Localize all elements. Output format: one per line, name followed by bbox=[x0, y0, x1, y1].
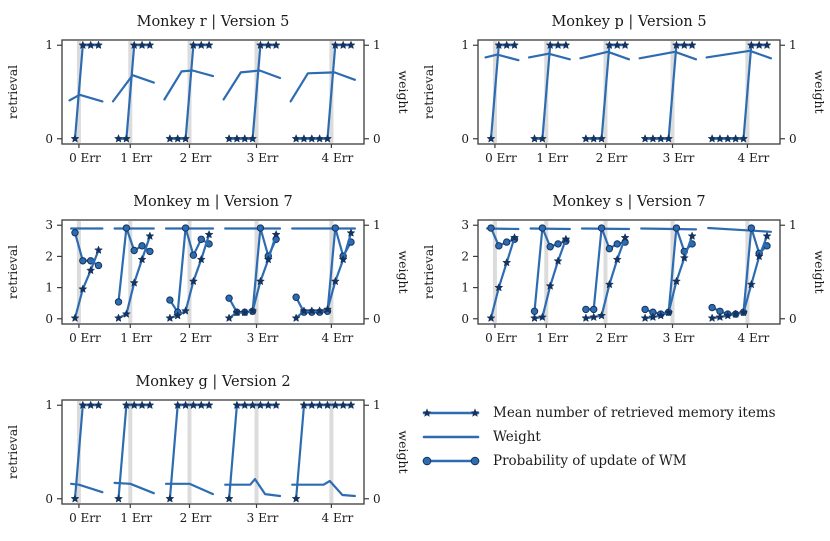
star-marker bbox=[641, 135, 649, 142]
y-tick-label-left: 1 bbox=[45, 38, 53, 53]
star-marker bbox=[339, 41, 347, 48]
star-marker bbox=[511, 41, 519, 48]
star-marker bbox=[554, 41, 562, 48]
star-marker bbox=[641, 314, 649, 321]
x-tick-label: 0 Err bbox=[69, 151, 101, 165]
circle-marker bbox=[709, 304, 715, 310]
x-tick-label: 4 Err bbox=[737, 151, 770, 165]
legend-item-weight bbox=[420, 428, 822, 446]
star-marker bbox=[115, 135, 123, 142]
star-marker bbox=[292, 135, 300, 142]
weight-line bbox=[486, 55, 519, 61]
star-marker bbox=[272, 401, 280, 408]
y-tick-label-right: 0 bbox=[373, 131, 381, 146]
y-tick-label-left: 1 bbox=[45, 398, 53, 413]
circle-marker bbox=[598, 225, 604, 231]
star-marker bbox=[166, 314, 174, 321]
plot-frame bbox=[62, 40, 364, 144]
update-probability-line bbox=[229, 228, 276, 312]
star-marker bbox=[621, 41, 629, 48]
star-marker bbox=[241, 135, 249, 142]
x-tick-label: 0 Err bbox=[69, 511, 101, 525]
star-marker bbox=[205, 41, 213, 48]
retrieval-line bbox=[296, 45, 351, 139]
circle-marker bbox=[182, 225, 188, 231]
x-tick-label: 1 Err bbox=[120, 331, 153, 345]
x-tick-label: 0 Err bbox=[485, 151, 517, 165]
circle-marker bbox=[123, 225, 129, 231]
retrieval-line bbox=[535, 45, 566, 139]
circle-marker bbox=[167, 297, 173, 303]
y-tick-label-left: 3 bbox=[45, 218, 53, 233]
star-marker bbox=[316, 401, 324, 408]
y-tick-label-left: 3 bbox=[461, 218, 469, 233]
star-marker bbox=[166, 135, 174, 142]
ylabel-left: retrieval bbox=[5, 64, 20, 120]
star-marker bbox=[174, 135, 182, 142]
error-position-band bbox=[329, 401, 333, 503]
x-tick-label: 4 Err bbox=[321, 511, 354, 525]
weight-line bbox=[291, 72, 355, 101]
plot-frame bbox=[478, 40, 780, 144]
chart-title: Monkey p | Version 5 bbox=[551, 14, 707, 30]
retrieval-line bbox=[645, 45, 692, 139]
star-marker bbox=[316, 135, 324, 142]
x-tick-label: 4 Err bbox=[737, 331, 770, 345]
star-marker bbox=[308, 135, 316, 142]
star-marker bbox=[308, 401, 316, 408]
y-tick-label-left: 0 bbox=[45, 131, 53, 146]
y-tick-label-right: 0 bbox=[373, 311, 381, 326]
star-marker bbox=[503, 41, 511, 48]
star-marker bbox=[233, 135, 241, 142]
weight-line bbox=[582, 229, 629, 230]
y-tick-label-right: 1 bbox=[373, 398, 381, 413]
star-marker bbox=[138, 41, 146, 48]
circle-marker bbox=[555, 241, 561, 247]
star-marker bbox=[264, 41, 272, 48]
x-tick-label: 0 Err bbox=[485, 331, 517, 345]
error-position-band bbox=[128, 401, 132, 503]
circle-marker bbox=[496, 243, 502, 249]
y-tick-label-right: 0 bbox=[789, 131, 797, 146]
y-tick-label-right: 1 bbox=[373, 218, 381, 233]
star-marker bbox=[531, 314, 539, 321]
chart-title: Monkey m | Version 7 bbox=[133, 194, 293, 210]
circle-marker bbox=[147, 248, 153, 254]
star-marker bbox=[272, 41, 280, 48]
circle-marker bbox=[614, 241, 620, 247]
y-tick-label-left: 2 bbox=[45, 249, 53, 264]
star-marker bbox=[95, 401, 103, 408]
star-marker bbox=[716, 135, 724, 142]
update-probability-line bbox=[535, 228, 566, 311]
star-marker bbox=[582, 314, 590, 321]
plot-frame bbox=[62, 220, 364, 324]
x-tick-label: 4 Err bbox=[321, 151, 354, 165]
y-tick-label-left: 0 bbox=[45, 491, 53, 506]
y-tick-label-left: 2 bbox=[461, 249, 469, 264]
plot-frame bbox=[62, 400, 364, 504]
star-marker bbox=[197, 401, 205, 408]
x-tick-label: 2 Err bbox=[179, 331, 212, 345]
circle-marker bbox=[257, 225, 263, 231]
circle-marker bbox=[198, 236, 204, 242]
ylabel-left: retrieval bbox=[421, 244, 436, 300]
update-probability-line bbox=[712, 228, 767, 314]
circle-marker bbox=[539, 225, 545, 231]
circle-marker bbox=[488, 225, 494, 231]
weight-line bbox=[640, 52, 696, 60]
circle-marker bbox=[115, 299, 121, 305]
star-marker bbox=[225, 135, 233, 142]
star-marker bbox=[590, 135, 598, 142]
ylabel-right: weight bbox=[396, 430, 411, 474]
legend-item-retrieval bbox=[420, 404, 822, 422]
star-marker bbox=[708, 135, 716, 142]
x-tick-label: 3 Err bbox=[246, 331, 279, 345]
circle-marker bbox=[583, 306, 589, 312]
chart-title: Monkey g | Version 2 bbox=[135, 374, 291, 390]
error-position-band bbox=[187, 401, 191, 503]
weight-line bbox=[224, 71, 280, 100]
star-marker bbox=[205, 401, 213, 408]
star-marker bbox=[708, 314, 716, 321]
star-marker bbox=[115, 314, 123, 321]
star-marker bbox=[347, 41, 355, 48]
update-probability-line bbox=[296, 228, 351, 312]
ylabel-right: weight bbox=[812, 250, 827, 294]
subplot-monkey-p bbox=[418, 4, 830, 180]
band-layer bbox=[77, 401, 333, 503]
x-tick-label: 3 Err bbox=[246, 511, 279, 525]
retrieval-line bbox=[296, 233, 351, 318]
star-marker bbox=[339, 401, 347, 408]
x-tick-label: 3 Err bbox=[662, 331, 695, 345]
star-marker bbox=[732, 135, 740, 142]
y-tick-label-left: 0 bbox=[461, 311, 469, 326]
data-layer bbox=[70, 41, 355, 142]
data-layer bbox=[71, 401, 355, 502]
star-marker bbox=[531, 135, 539, 142]
x-tick-label: 1 Err bbox=[120, 511, 153, 525]
y-tick-label-right: 1 bbox=[789, 218, 797, 233]
x-tick-label: 0 Err bbox=[69, 331, 101, 345]
ylabel-left: retrieval bbox=[5, 424, 20, 480]
star-marker bbox=[716, 313, 724, 320]
star-marker bbox=[688, 41, 696, 48]
subplot-monkey-g bbox=[2, 364, 414, 540]
star-marker bbox=[87, 401, 95, 408]
star-marker bbox=[197, 41, 205, 48]
circle-marker bbox=[80, 258, 86, 264]
data-layer bbox=[487, 225, 771, 322]
circle-marker bbox=[190, 252, 196, 258]
star-marker bbox=[582, 135, 590, 142]
ylabel-right: weight bbox=[396, 250, 411, 294]
circle-marker bbox=[503, 239, 509, 245]
star-marker bbox=[347, 401, 355, 408]
subplot-monkey-r bbox=[2, 4, 414, 180]
x-tick-label: 2 Err bbox=[179, 151, 212, 165]
x-tick-label: 1 Err bbox=[120, 151, 153, 165]
star-marker bbox=[649, 135, 657, 142]
retrieval-line bbox=[119, 45, 150, 139]
circle-marker bbox=[95, 262, 101, 268]
chart-title: Monkey s | Version 7 bbox=[552, 194, 706, 210]
y-tick-label-left: 0 bbox=[461, 131, 469, 146]
x-tick-label: 3 Err bbox=[662, 151, 695, 165]
circle-marker bbox=[606, 245, 612, 251]
x-tick-label: 2 Err bbox=[595, 331, 628, 345]
legend-item-update bbox=[420, 452, 822, 470]
retrieval-line bbox=[229, 45, 276, 139]
star-marker bbox=[657, 135, 665, 142]
x-tick-label: 3 Err bbox=[246, 151, 279, 165]
retrieval-line bbox=[712, 45, 767, 139]
weight-line bbox=[531, 229, 570, 230]
weight-line bbox=[707, 51, 771, 59]
star-marker bbox=[724, 135, 732, 142]
y-tick-label-right: 1 bbox=[789, 38, 797, 53]
line-icon bbox=[420, 428, 482, 446]
star-marker bbox=[292, 495, 300, 502]
star-marker bbox=[613, 41, 621, 48]
error-position-band bbox=[255, 401, 259, 503]
circle-marker bbox=[226, 295, 232, 301]
circle-marker bbox=[139, 243, 145, 249]
star-marker bbox=[138, 401, 146, 408]
star-marker bbox=[300, 135, 308, 142]
legend bbox=[420, 404, 822, 470]
band-layer bbox=[77, 41, 333, 143]
star-marker bbox=[95, 41, 103, 48]
y-tick-label-right: 1 bbox=[373, 38, 381, 53]
y-tick-label-left: 0 bbox=[45, 311, 53, 326]
circle-marker bbox=[293, 294, 299, 300]
y-tick-label-left: 1 bbox=[461, 280, 469, 295]
star-marker bbox=[146, 401, 154, 408]
circle-marker bbox=[591, 306, 597, 312]
data-layer bbox=[71, 225, 355, 322]
y-tick-label-right: 0 bbox=[789, 311, 797, 326]
update-probability-line bbox=[119, 228, 150, 302]
star-marker bbox=[146, 41, 154, 48]
circle-marker bbox=[332, 225, 338, 231]
subplot-monkey-m bbox=[2, 184, 414, 360]
x-tick-label: 1 Err bbox=[536, 331, 569, 345]
circle-line-icon bbox=[420, 452, 482, 470]
circle-marker bbox=[547, 244, 553, 250]
y-tick-label-left: 1 bbox=[461, 38, 469, 53]
update-probability-line bbox=[645, 228, 692, 314]
circle-marker bbox=[673, 225, 679, 231]
weight-line bbox=[292, 481, 355, 496]
weight-line bbox=[641, 229, 696, 230]
x-tick-label: 2 Err bbox=[595, 151, 628, 165]
ylabel-right: weight bbox=[396, 70, 411, 114]
weight-line bbox=[113, 75, 154, 101]
chart-title: Monkey r | Version 5 bbox=[136, 14, 290, 30]
y-tick-label-right: 0 bbox=[373, 491, 381, 506]
band-layer bbox=[77, 221, 333, 323]
ylabel-right: weight bbox=[812, 70, 827, 114]
data-layer bbox=[486, 41, 771, 142]
ylabel-left: retrieval bbox=[421, 64, 436, 120]
x-tick-label: 2 Err bbox=[179, 511, 212, 525]
subplot-monkey-s bbox=[418, 184, 830, 360]
y-tick-label-left: 1 bbox=[45, 280, 53, 295]
star-marker bbox=[763, 41, 771, 48]
star-marker bbox=[225, 495, 233, 502]
weight-line bbox=[708, 228, 771, 232]
star-marker bbox=[115, 495, 123, 502]
circle-marker bbox=[642, 306, 648, 312]
star-marker bbox=[680, 41, 688, 48]
star-line-icon bbox=[420, 404, 482, 422]
star-marker bbox=[87, 41, 95, 48]
circle-marker bbox=[131, 247, 137, 253]
weight-line bbox=[225, 479, 280, 496]
star-marker bbox=[264, 401, 272, 408]
weight-line bbox=[70, 95, 103, 102]
star-marker bbox=[755, 41, 763, 48]
legend-label: Probability of update of WM bbox=[493, 453, 687, 469]
legend-label: Weight bbox=[493, 429, 541, 445]
x-tick-label: 1 Err bbox=[536, 151, 569, 165]
legend-label: Mean number of retrieved memory items bbox=[493, 405, 776, 421]
x-tick-label: 4 Err bbox=[321, 331, 354, 345]
circle-marker bbox=[748, 225, 754, 231]
circle-marker bbox=[72, 230, 78, 236]
star-marker bbox=[241, 401, 249, 408]
plot-frame bbox=[478, 220, 780, 324]
star-marker bbox=[562, 41, 570, 48]
star-marker bbox=[590, 313, 598, 320]
ylabel-left: retrieval bbox=[5, 244, 20, 300]
star-marker bbox=[166, 495, 174, 502]
